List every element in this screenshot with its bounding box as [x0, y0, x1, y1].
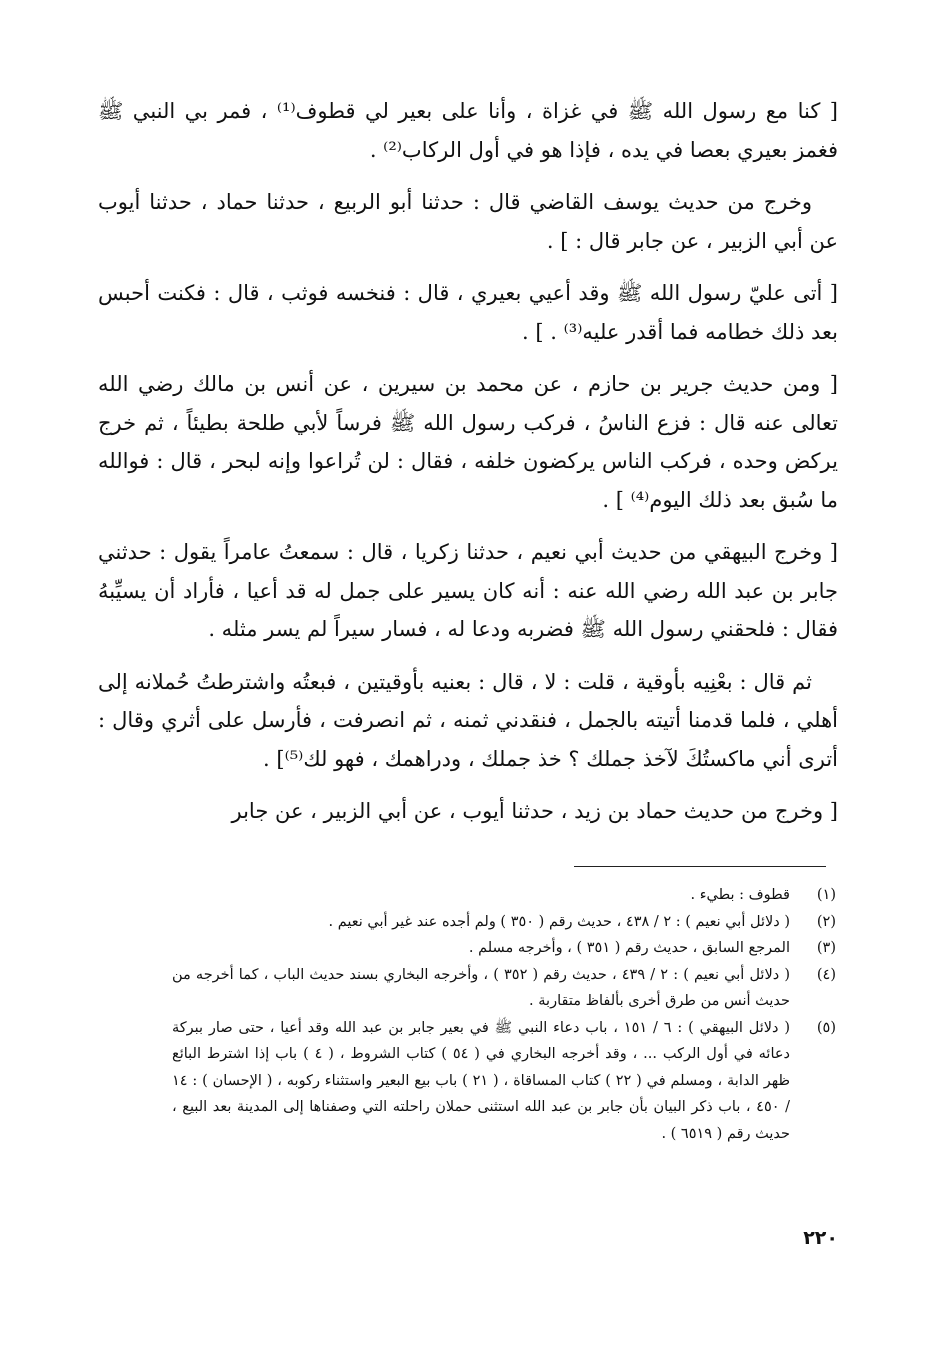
footnote — [172, 909, 836, 936]
paragraph: [ أتى عليّ رسول الله ﷺ وقد أعيي بعيري ، قال : فنخسه فوثب ، قال : فكنت أحبس بعد ذلك خطامه فما أقدر عليه⁽³⁾ . ] . — [98, 281, 838, 344]
footnote-text: ( دلائل أبي نعيم ) : ٢ / ٤٣٩ ، حديث رقم ( ٣٥٢ ) ، وأخرجه البخاري بسند حديث الباب ، كما أخرجه من حديث أنس من طرق أخرى بألفاظ متقاربة . — [172, 966, 790, 1009]
footnote-text: ( دلائل البيهقي ) : ٦ / ١٥١ ، باب دعاء النبي ﷺ في بعير جابر بن عبد الله وقد أعيا ، حتى صار ببركة دعائه في أول الركب ... ، وقد أخرجه البخاري في ( ٥٤ ) كتاب الشروط ، ( ٤ ) باب إذا اشترط البائع ظهر الدابة ، ومسلم في ( ٢٢ ) كتاب المساقاة ، ( ٢١ ) باب بيع البعير واستثناء ركوبه ، ( الإحسان ) : ١٤ / ٤٥٠ ، باب ذكر البيان بأن جابر بن عبد الله استثنى حملان راحلته التي وصفناها إلى المدينة بعد البيع ، حديث رقم ( ٦٥١٩ ) . — [172, 1019, 790, 1142]
footnotes — [172, 882, 836, 1147]
page-number: ٢٢٠ — [803, 1227, 838, 1249]
footnote-number: (٣) — [816, 940, 836, 956]
footnote — [172, 962, 836, 1015]
footnote-divider — [574, 866, 826, 867]
footnote-number: (١) — [816, 887, 836, 903]
main-text — [98, 92, 838, 845]
footnote-text: المرجع السابق ، حديث رقم ( ٣٥١ ) ، وأخرجه مسلم . — [468, 940, 790, 956]
footnote — [172, 882, 836, 909]
paragraph: [ وخرج البيهقي من حديث أبي نعيم ، حدثنا زكريا ، قال : سمعتُ عامراً يقول : حدثني جابر بن عبد الله رضي الله عنه : أنه كان يسير على جمل له قد أعيا ، فأراد أن يسيِّبهُ فقال : فلحقني رسول الله ﷺ فضربه ودعا له ، فسار سيراً لم يسر مثله . — [98, 540, 838, 641]
paragraph: ثم قال : بعْنِيه بأوقية ، قلت : لا ، قال : بعنيه بأوقيتين ، فبعتُه واشترطتُ حُملانه إلى أهلي ، فلما قدمنا أتيته بالجمل ، فنقدني ثمنه ، ثم انصرفت ، فأرسل على أثري وقال : أترى أني ماكستُكَ لآخذ جملك ؟ خذ جملك ، ودراهمك ، فهو لك⁽⁵⁾] . — [98, 669, 838, 771]
paragraph: [ ومن حديث جرير بن حازم ، عن محمد بن سيرين ، عن أنس بن مالك رضي الله تعالى عنه قال : فزع الناسُ ، فركب رسول الله ﷺ فرساً لأبي طلحة بطيئاً ، ثم خرج يركض وحده ، فركب الناس يركضون خلفه ، فقال : لن تُراعوا وإنه لبحر ، قال : فوالله ما سُبق بعد ذلك اليوم⁽⁴⁾ ] . — [98, 372, 838, 512]
footnote-number: (٤) — [816, 966, 836, 983]
footnote-number: (٢) — [816, 913, 836, 930]
footnote — [172, 1015, 836, 1148]
paragraph: [ كنا مع رسول الله ﷺ في غزاة ، وأنا على بعير لي قطوف⁽¹⁾ ، فمر بي النبي ﷺ فغمز بعيري بعصا في يده ، فإذا هو في أول الركاب⁽²⁾ . — [98, 99, 838, 162]
paragraph: وخرج من حديث يوسف القاضي قال : حدثنا أبو الربيع ، حدثنا حماد ، حدثنا أيوب عن أبي الزبير ، عن جابر قال : ] . — [98, 190, 838, 253]
footnote-text: قطوف : بطيء . — [690, 887, 790, 903]
paragraph: [ وخرج من حديث حماد بن زيد ، حدثنا أيوب ، عن أبي الزبير ، عن جابر — [231, 799, 838, 823]
footnote-text: ( دلائل أبي نعيم ) : ٢ / ٤٣٨ ، حديث رقم ( ٣٥٠ ) ولم أجده عند غير أبي نعيم . — [328, 913, 790, 930]
footnote-number: (٥) — [816, 1019, 836, 1036]
footnote — [172, 935, 836, 962]
